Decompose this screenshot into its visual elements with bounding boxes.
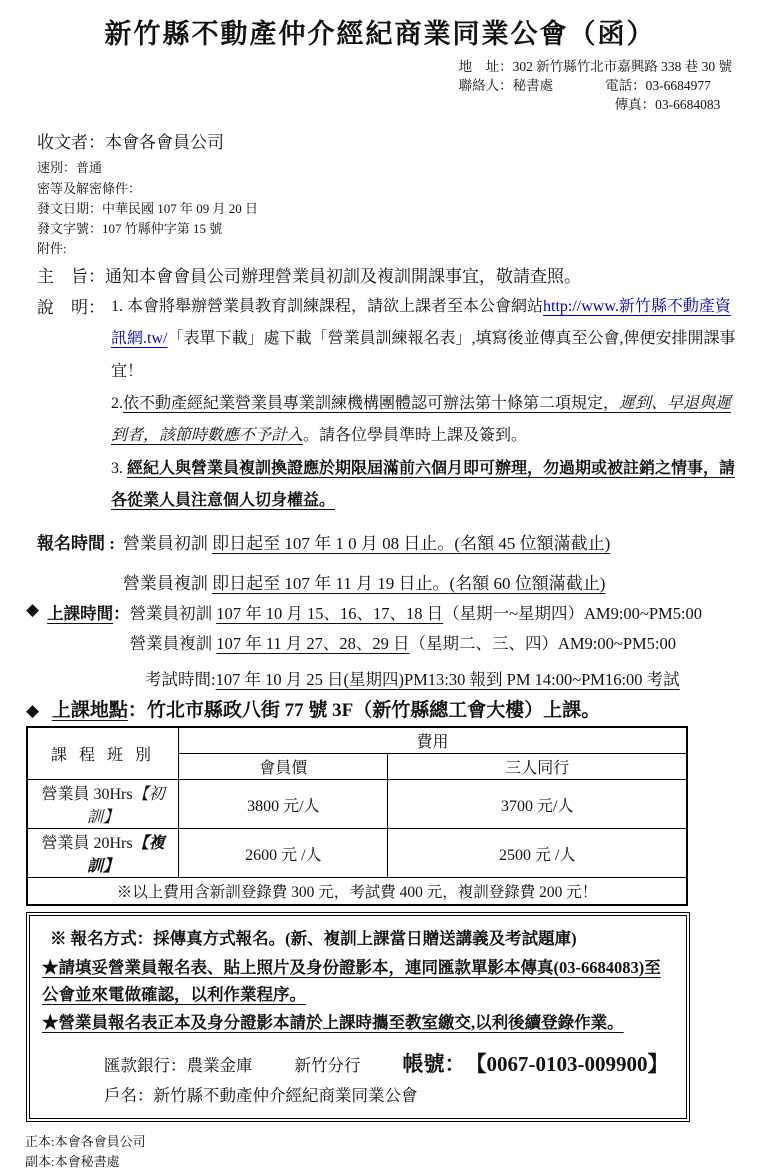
security-line: 密等及解密條件：	[37, 180, 142, 196]
retrain-course-name: 營業員複訓	[122, 574, 213, 594]
item3-renewal-warning: 經紀人與營業員複訓換證應於期限屆滿前六個月即可辦理，勿過期或被註銷之情事，請各從業人員注意個人切身權益。	[111, 459, 736, 510]
bank-branch: 新竹分行	[294, 1055, 361, 1075]
attachment-line: 附件:	[37, 241, 67, 257]
class-time-section	[26, 600, 760, 654]
explanation-section	[37, 291, 744, 517]
diamond-bullet-icon: ◆	[26, 600, 40, 620]
class-time-colon: ：	[113, 604, 130, 624]
initial-deadline: 即日起至 107 年 1 0 月 08 日止。(名額 45 位額滿截止)	[212, 534, 611, 554]
explanation-item-1	[111, 291, 744, 388]
fee-table	[26, 726, 688, 906]
explanation-items	[111, 291, 744, 517]
recipient-line: 收文者：本會各會員公司	[37, 133, 224, 153]
diamond-bullet-icon: ◆	[26, 701, 40, 721]
registration-initial-line	[123, 529, 610, 554]
class-time-retrain-line	[130, 630, 702, 654]
item2-number: 2.	[111, 395, 123, 413]
retrain-deadline: 即日起至 107 年 11 月 19 日止。(名額 60 位額滿截止)	[212, 574, 606, 594]
initial-course-name: 營業員初訓	[122, 534, 213, 554]
table-row	[27, 780, 687, 829]
registration-time-lines	[123, 529, 610, 594]
registration-time-section	[37, 529, 760, 594]
fee-note: ※以上費用含新訓登錄費 300 元，考試費 400 元，複訓登錄費 200 元！	[27, 878, 687, 905]
letterhead-contact-row	[459, 76, 732, 95]
fee-note-row	[27, 878, 687, 905]
class-location-detail: ：竹北市縣政八街 77 號 3F（新竹縣總工會大樓）上課。	[127, 700, 601, 722]
exam-time-detail: 107 年 10 月 25 日(星期四)PM13:30 報到 PM 14:00~PM16:00 考試	[215, 670, 680, 690]
item1-number: 1.	[111, 298, 123, 316]
class-time-initial-line	[130, 600, 702, 624]
explanation-item-3	[111, 453, 744, 518]
retrain-group-price: 2500 元 /人	[388, 829, 687, 878]
letterhead-address: 地 址：302 新竹縣竹北市嘉興路 338 巷 30 號	[458, 59, 732, 74]
initial-class-hours: （星期一~星期四）AM9:00~PM5:00	[443, 604, 703, 624]
letterhead-contact: 聯絡人：秘書處	[458, 78, 554, 94]
distribution-footer	[25, 1132, 760, 1172]
item2-lateness-rule: 遲到、早退與遲到者，該節時數應不予計入	[111, 395, 732, 445]
initial-course-cell	[27, 780, 179, 829]
registration-time-label: 報名時間 :	[37, 534, 115, 554]
explanation-label: 說 明：	[37, 298, 105, 318]
issue-date-line: 發文日期：中華民國 107 年 09 月 20 日	[37, 200, 259, 216]
duplicate-copy-line: 副本:本會秘書處	[25, 1153, 120, 1169]
item2-regulation-text: 依不動產經紀業營業員專業訓練機構團體認可辦法第十條第二項規定，	[123, 395, 620, 413]
bank-name: 匯款銀行：農業金庫	[104, 1055, 253, 1075]
explanation-item-2	[111, 388, 744, 453]
subject-line: 主 旨：通知本會會員公司辦理營業員初訓及複訓開課事宜，敬請查照。	[37, 267, 581, 287]
initial-class-course: 營業員初訓	[129, 604, 217, 624]
retrain-class-hours: （星期二、三、四）AM9:00~PM5:00	[409, 634, 676, 654]
document-title: 新竹縣不動產仲介經紀商業同業公會（函）	[104, 19, 656, 49]
initial-member-price: 3800 元/人	[179, 780, 388, 829]
item3-number: 3.	[111, 459, 123, 477]
signup-original-instruction: ★營業員報名表正本及身分證影本請於上課時攜至教室繳交,以利後續登錄作業。	[42, 1012, 624, 1032]
account-holder-line: 戶名：新竹縣不動產仲介經紀商業同業公會	[104, 1085, 418, 1105]
item2-closing-text: 。請各位學員準時上課及簽到。	[303, 427, 528, 445]
fee-header: 費用	[179, 727, 687, 754]
signup-fax-instruction: ★請填妥營業員報名表、貼上照片及身份證影本，連同匯款單影本傳真(03-6684083)至公會並來電做確認，以利作業程序。	[42, 958, 661, 1005]
account-number-label: 帳號：	[402, 1051, 466, 1076]
exam-time-line	[145, 666, 760, 690]
bank-info-row	[104, 1048, 674, 1078]
meta-block	[37, 128, 760, 259]
doc-number-line: 發文字號：107 竹縣仲字第 15 號	[37, 220, 223, 236]
initial-course-tag: 【初訓】	[87, 786, 165, 827]
letterhead-phone: 電話：03-6684977	[605, 78, 711, 94]
exam-time-label: 考試時間:	[145, 670, 216, 690]
retrain-member-price: 2600 元 /人	[179, 829, 388, 878]
class-location-line	[26, 695, 760, 722]
class-location-label: 上課地點	[51, 700, 128, 722]
fee-table-header-row	[27, 727, 687, 754]
retrain-class-course: 營業員複訓	[129, 634, 217, 654]
retrain-course-cell	[27, 829, 179, 878]
registration-retrain-line	[123, 569, 610, 594]
class-time-label: 上課時間	[47, 604, 114, 624]
course-type-header: 課 程 班 別	[27, 727, 179, 780]
signup-method-line: ※ 報名方式：採傳真方式報名。(新、複訓上課當日贈送講義及考試題庫)	[50, 928, 577, 948]
signup-info-box	[26, 912, 690, 1122]
letterhead-fax: 傳真：03-6684083	[614, 97, 721, 113]
account-number-value: 【0067-0103-009900】	[465, 1051, 669, 1076]
item1-text-after-link: 「表單下載」處下載「營業員訓練報名表」,填寫後並傳真至公會,俾便安排開課事宜！	[111, 330, 736, 380]
speed-line: 速別：普通	[37, 160, 103, 176]
table-row	[27, 829, 687, 878]
retrain-course-hours: 營業員 20Hrs	[41, 835, 133, 853]
association-website-link[interactable]: http://www.新竹縣不動產資訊網.tw/	[111, 298, 731, 348]
item1-text: 本會將舉辦營業員教育訓練課程，請欲上課者至本公會網站	[127, 298, 544, 316]
member-price-header: 會員價	[179, 754, 388, 780]
initial-class-dates: 107 年 10 月 15、16、17、18 日	[216, 604, 444, 624]
initial-course-hours: 營業員 30Hrs	[41, 786, 133, 804]
letterhead-block	[459, 57, 732, 114]
class-time-lines	[130, 600, 702, 654]
retrain-course-tag: 【複訓】	[87, 835, 165, 876]
original-copy-line: 正本:本會各會員公司	[25, 1133, 146, 1149]
initial-group-price: 3700 元/人	[388, 780, 687, 829]
retrain-class-dates: 107 年 11 月 27、28、29 日	[216, 634, 410, 654]
group-price-header: 三人同行	[388, 754, 687, 780]
